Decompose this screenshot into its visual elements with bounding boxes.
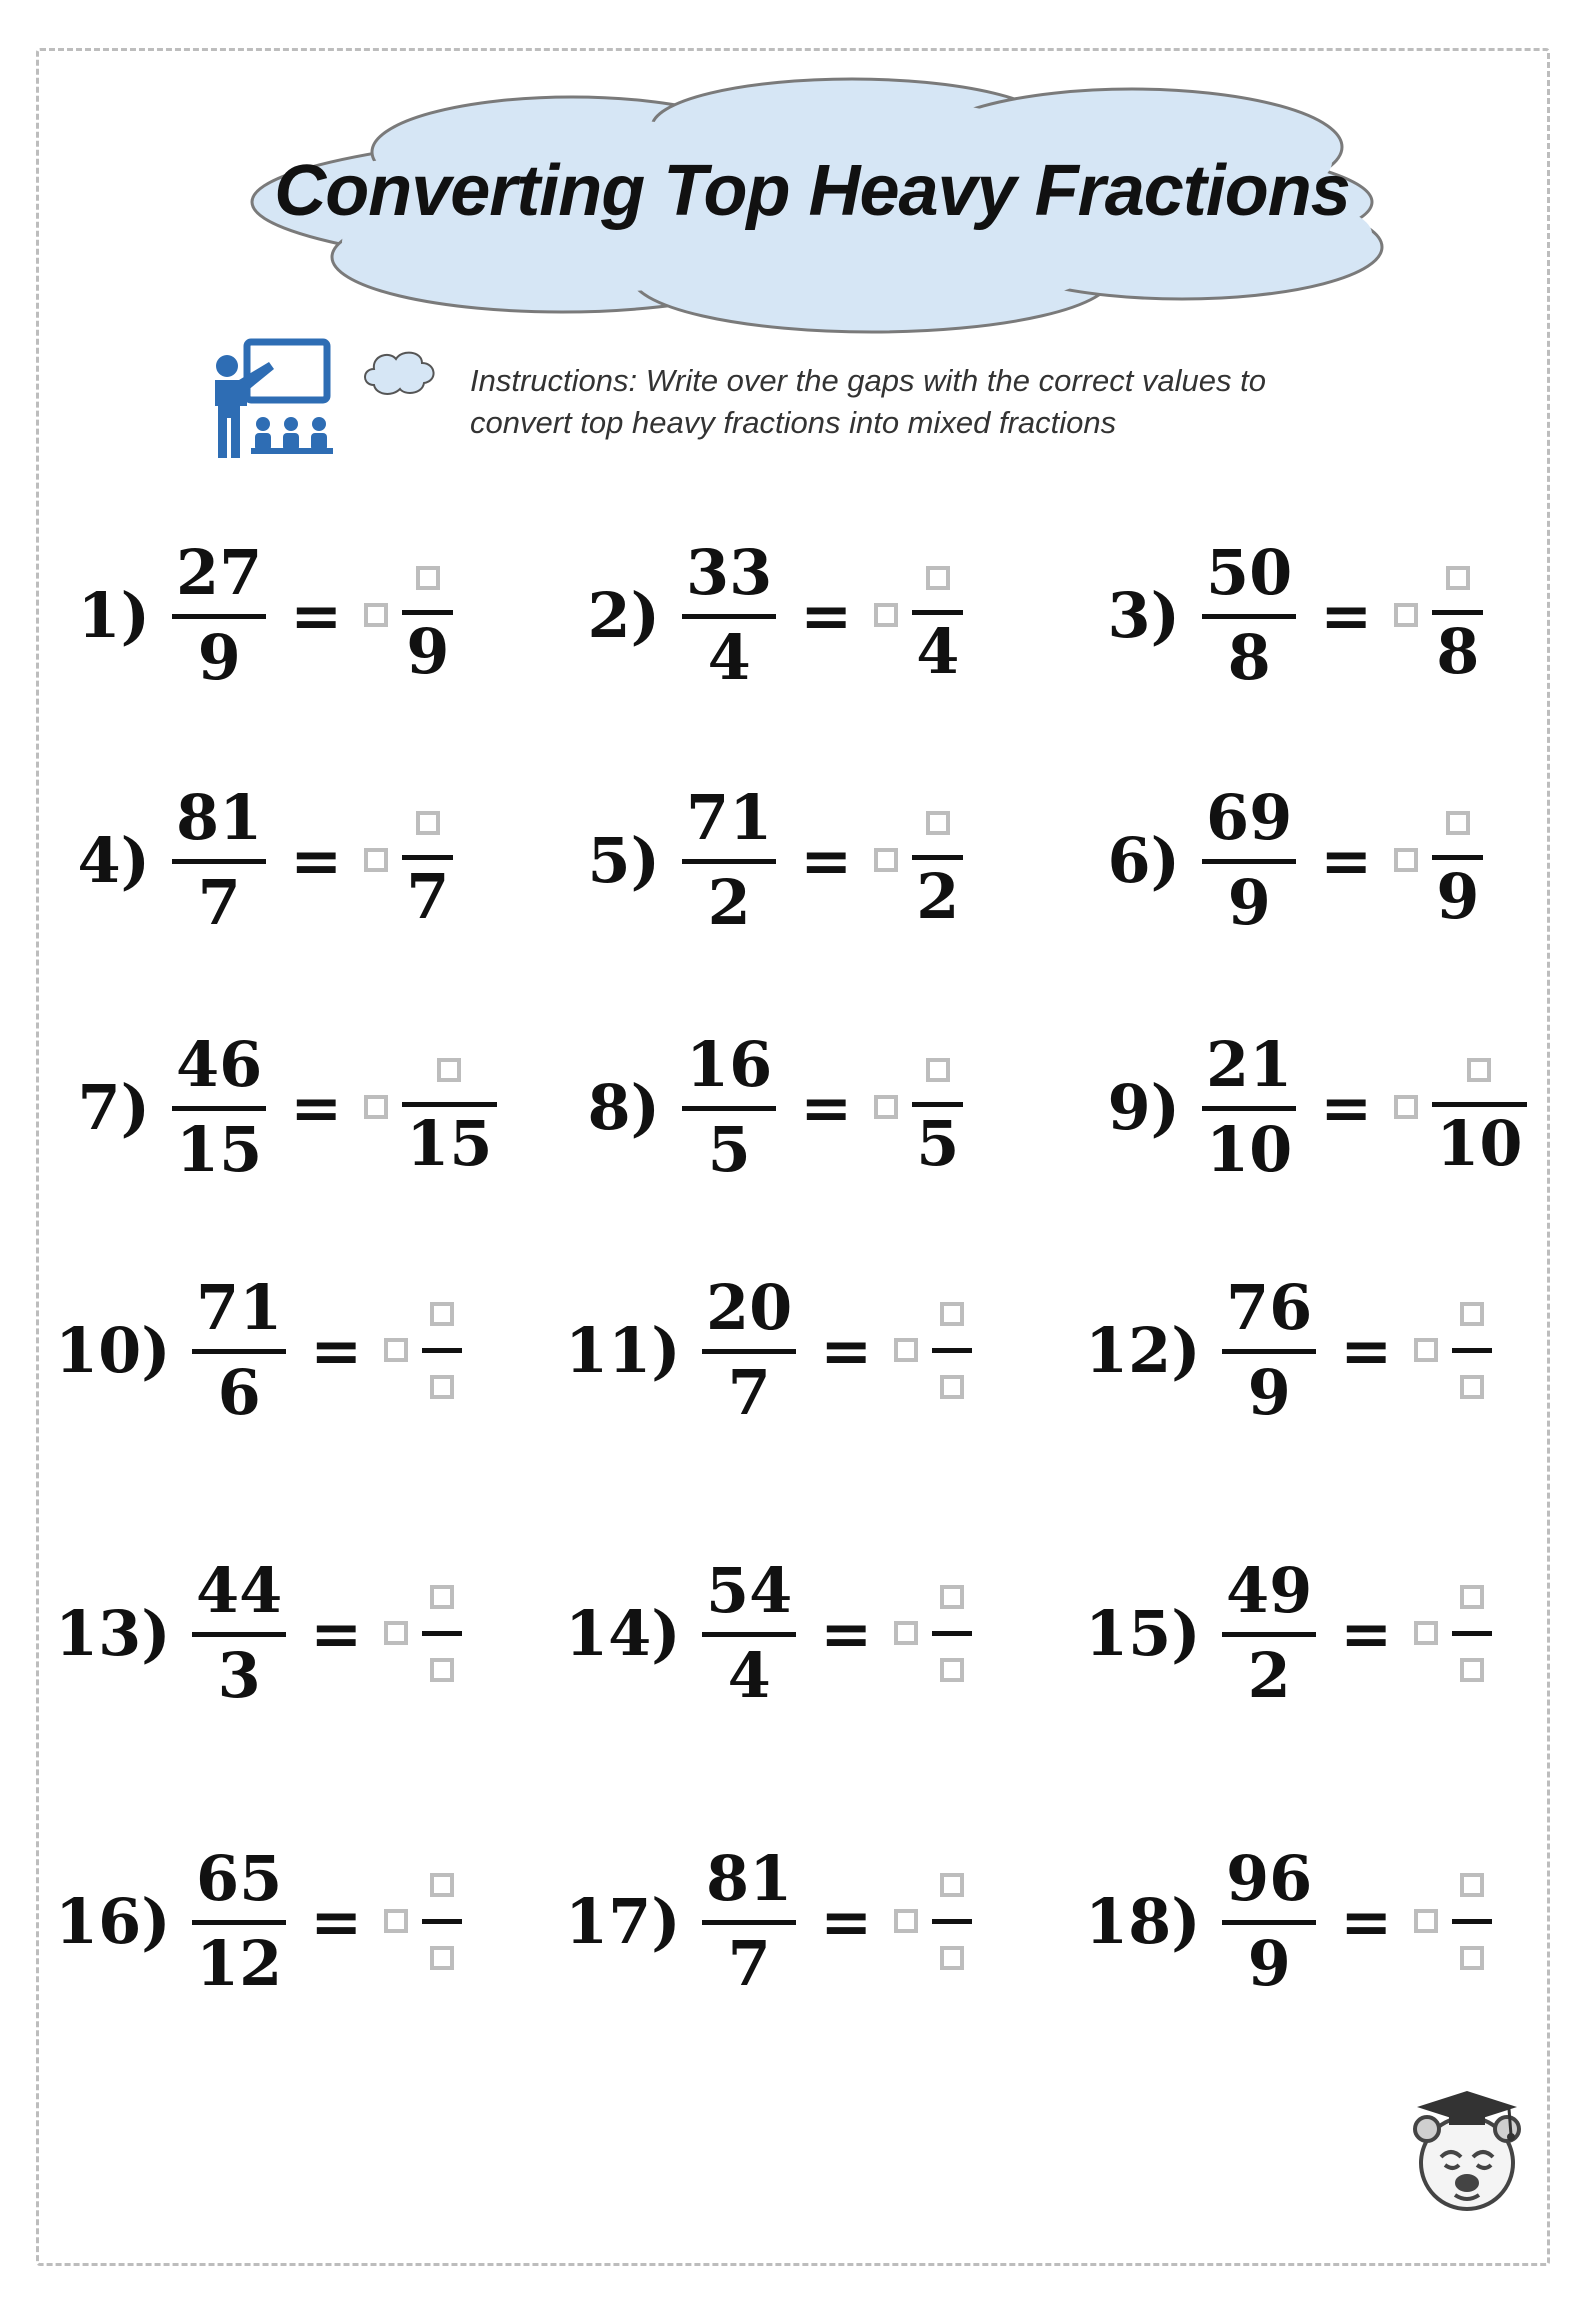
fraction-bar	[702, 1632, 796, 1637]
problem-13	[55, 1548, 462, 1718]
answer-denominator: 10	[1436, 1106, 1523, 1180]
answer-fraction	[912, 544, 963, 687]
equals-sign: =	[310, 1596, 363, 1670]
whole-number-answer-box[interactable]	[384, 1621, 408, 1645]
denominator-answer-box[interactable]	[430, 1658, 454, 1682]
fraction-numerator: 49	[1226, 1553, 1313, 1627]
fraction-bar	[1202, 614, 1296, 619]
fraction-numerator: 54	[706, 1553, 793, 1627]
equals-sign: =	[800, 578, 853, 652]
question-number: 3)	[1107, 578, 1180, 652]
fraction-bar	[1432, 1102, 1526, 1107]
fraction-bar	[912, 855, 963, 860]
numerator-answer-box[interactable]	[1446, 566, 1470, 590]
fraction-bar	[1432, 610, 1483, 615]
answer-fraction	[422, 1563, 462, 1704]
problem-2	[580, 530, 963, 700]
whole-number-answer-box[interactable]	[894, 1909, 918, 1933]
equals-sign: =	[1320, 823, 1373, 897]
improper-fraction	[702, 1841, 796, 2000]
fraction-bar	[682, 859, 776, 864]
fraction-bar	[1452, 1348, 1492, 1353]
equals-sign: =	[820, 1596, 873, 1670]
denominator-answer-box[interactable]	[430, 1375, 454, 1399]
thought-cloud-icon	[360, 345, 440, 399]
problem-11	[565, 1265, 972, 1435]
equals-sign: =	[290, 1070, 343, 1144]
equals-sign: =	[1320, 1070, 1373, 1144]
fraction-numerator: 69	[1206, 780, 1293, 854]
fraction-denominator: 12	[196, 1926, 283, 2000]
answer-denominator: 15	[406, 1106, 493, 1180]
fraction-numerator: 16	[686, 1027, 773, 1101]
numerator-answer-box[interactable]	[940, 1873, 964, 1897]
problem-3	[1100, 530, 1483, 700]
question-number: 8)	[587, 1070, 660, 1144]
numerator-answer-box[interactable]	[416, 811, 440, 835]
fraction-numerator: 96	[1226, 1841, 1313, 1915]
question-number: 9)	[1107, 1070, 1180, 1144]
fraction-denominator: 7	[197, 865, 241, 939]
equals-sign: =	[1320, 578, 1373, 652]
answer-fraction	[932, 1280, 972, 1421]
fraction-numerator: 76	[1226, 1270, 1313, 1344]
answer-fraction	[402, 789, 453, 932]
fraction-bar	[912, 1102, 963, 1107]
question-number: 5)	[587, 823, 660, 897]
whole-number-answer-box[interactable]	[894, 1338, 918, 1362]
fraction-bar	[402, 1102, 496, 1107]
answer-denominator: 9	[1436, 859, 1480, 933]
question-number: 14)	[565, 1596, 681, 1670]
improper-fraction	[172, 780, 266, 939]
denominator-answer-box[interactable]	[940, 1658, 964, 1682]
fraction-bar	[172, 859, 266, 864]
fraction-denominator: 3	[217, 1638, 261, 1712]
improper-fraction	[1202, 780, 1296, 939]
problem-10	[55, 1265, 462, 1435]
fraction-denominator: 6	[217, 1355, 261, 1429]
whole-number-answer-box[interactable]	[1394, 603, 1418, 627]
fraction-denominator: 4	[727, 1638, 771, 1712]
fraction-numerator: 71	[196, 1270, 283, 1344]
equals-sign: =	[820, 1884, 873, 1958]
fraction-numerator: 50	[1206, 535, 1293, 609]
answer-fraction	[912, 1036, 963, 1179]
question-number: 10)	[55, 1313, 171, 1387]
fraction-numerator: 27	[176, 535, 263, 609]
fraction-bar	[682, 1106, 776, 1111]
answer-denominator: 9	[406, 614, 450, 688]
fraction-numerator: 33	[686, 535, 773, 609]
answer-fraction	[1452, 1851, 1492, 1992]
question-number: 4)	[77, 823, 150, 897]
fraction-numerator: 71	[686, 780, 773, 854]
fraction-bar	[702, 1349, 796, 1354]
fraction-numerator: 46	[176, 1027, 263, 1101]
fraction-bar	[1452, 1919, 1492, 1924]
numerator-answer-box[interactable]	[430, 1585, 454, 1609]
fraction-denominator: 2	[1247, 1638, 1291, 1712]
answer-fraction	[402, 1036, 496, 1179]
instructions-text: Instructions: Write over the gaps with the correct values to convert top heavy fractions into mixed fractions	[470, 363, 1267, 440]
question-number: 2)	[587, 578, 660, 652]
numerator-answer-box[interactable]	[926, 1058, 950, 1082]
whole-number-answer-box[interactable]	[364, 603, 388, 627]
whole-number-answer-box[interactable]	[384, 1909, 408, 1933]
fraction-bar	[172, 1106, 266, 1111]
question-number: 1)	[77, 578, 150, 652]
whole-number-answer-box[interactable]	[364, 848, 388, 872]
question-number: 11)	[565, 1313, 681, 1387]
fraction-bar	[402, 610, 453, 615]
question-number: 12)	[1085, 1313, 1201, 1387]
fraction-bar	[192, 1632, 286, 1637]
improper-fraction	[702, 1553, 796, 1712]
problem-15	[1085, 1548, 1492, 1718]
improper-fraction	[172, 535, 266, 694]
improper-fraction	[192, 1553, 286, 1712]
fraction-numerator: 21	[1206, 1027, 1293, 1101]
fraction-bar	[1202, 859, 1296, 864]
fraction-numerator: 81	[176, 780, 263, 854]
improper-fraction	[192, 1841, 286, 2000]
equals-sign: =	[800, 823, 853, 897]
answer-fraction	[1432, 544, 1483, 687]
improper-fraction	[682, 535, 776, 694]
fraction-bar	[192, 1349, 286, 1354]
problem-4	[70, 775, 453, 945]
denominator-answer-box[interactable]	[1460, 1375, 1484, 1399]
fraction-denominator: 4	[707, 620, 751, 694]
fraction-numerator: 81	[706, 1841, 793, 1915]
problem-18	[1085, 1836, 1492, 2006]
fraction-bar	[912, 610, 963, 615]
denominator-answer-box[interactable]	[430, 1946, 454, 1970]
numerator-answer-box[interactable]	[940, 1302, 964, 1326]
question-number: 17)	[565, 1884, 681, 1958]
improper-fraction	[1222, 1553, 1316, 1712]
question-number: 7)	[77, 1070, 150, 1144]
fraction-bar	[1222, 1349, 1316, 1354]
whole-number-answer-box[interactable]	[1414, 1621, 1438, 1645]
fraction-denominator: 9	[1247, 1926, 1291, 2000]
fraction-numerator: 44	[196, 1553, 283, 1627]
fraction-bar	[1432, 855, 1483, 860]
fraction-bar	[1222, 1632, 1316, 1637]
fraction-bar	[682, 614, 776, 619]
improper-fraction	[1222, 1841, 1316, 2000]
whole-number-answer-box[interactable]	[384, 1338, 408, 1362]
numerator-answer-box[interactable]	[416, 566, 440, 590]
teacher-presenting-icon	[205, 338, 335, 458]
numerator-answer-box[interactable]	[1460, 1873, 1484, 1897]
fraction-bar	[192, 1920, 286, 1925]
problem-14	[565, 1548, 972, 1718]
numerator-answer-box[interactable]	[1467, 1058, 1491, 1082]
numerator-answer-box[interactable]	[1446, 811, 1470, 835]
whole-number-answer-box[interactable]	[874, 603, 898, 627]
numerator-answer-box[interactable]	[430, 1302, 454, 1326]
whole-number-answer-box[interactable]	[1414, 1909, 1438, 1933]
question-number: 18)	[1085, 1884, 1201, 1958]
fraction-bar	[702, 1920, 796, 1925]
problem-9	[1100, 1022, 1527, 1192]
equals-sign: =	[310, 1884, 363, 1958]
denominator-answer-box[interactable]	[940, 1946, 964, 1970]
whole-number-answer-box[interactable]	[1394, 1095, 1418, 1119]
answer-fraction	[912, 789, 963, 932]
answer-fraction	[1432, 1036, 1526, 1179]
numerator-answer-box[interactable]	[940, 1585, 964, 1609]
fraction-denominator: 2	[707, 865, 751, 939]
equals-sign: =	[800, 1070, 853, 1144]
answer-fraction	[422, 1280, 462, 1421]
improper-fraction	[682, 780, 776, 939]
fraction-denominator: 9	[197, 620, 241, 694]
answer-fraction	[932, 1851, 972, 1992]
fraction-bar	[1222, 1920, 1316, 1925]
improper-fraction	[192, 1270, 286, 1429]
whole-number-answer-box[interactable]	[364, 1095, 388, 1119]
answer-fraction	[402, 544, 453, 687]
equals-sign: =	[1340, 1313, 1393, 1387]
problem-12	[1085, 1265, 1492, 1435]
fraction-bar	[422, 1919, 462, 1924]
panda-graduate-logo-icon	[1405, 2085, 1530, 2215]
fraction-bar	[1202, 1106, 1296, 1111]
whole-number-answer-box[interactable]	[1394, 848, 1418, 872]
fraction-bar	[1452, 1631, 1492, 1636]
question-number: 6)	[1107, 823, 1180, 897]
improper-fraction	[682, 1027, 776, 1186]
problem-7	[70, 1022, 497, 1192]
fraction-bar	[402, 855, 453, 860]
fraction-denominator: 7	[727, 1926, 771, 2000]
answer-fraction	[1432, 789, 1483, 932]
problem-17	[565, 1836, 972, 2006]
equals-sign: =	[290, 578, 343, 652]
answer-denominator: 2	[916, 859, 960, 933]
problem-16	[55, 1836, 462, 2006]
equals-sign: =	[1340, 1596, 1393, 1670]
fraction-bar	[932, 1631, 972, 1636]
numerator-answer-box[interactable]	[926, 566, 950, 590]
fraction-bar	[932, 1919, 972, 1924]
fraction-denominator: 10	[1206, 1112, 1293, 1186]
answer-fraction	[422, 1851, 462, 1992]
whole-number-answer-box[interactable]	[874, 848, 898, 872]
equals-sign: =	[820, 1313, 873, 1387]
question-number: 15)	[1085, 1596, 1201, 1670]
answer-denominator: 8	[1436, 614, 1480, 688]
equals-sign: =	[290, 823, 343, 897]
fraction-bar	[932, 1348, 972, 1353]
improper-fraction	[1202, 535, 1296, 694]
question-number: 16)	[55, 1884, 171, 1958]
equals-sign: =	[310, 1313, 363, 1387]
improper-fraction	[702, 1270, 796, 1429]
answer-denominator: 4	[916, 614, 960, 688]
problem-1	[70, 530, 453, 700]
numerator-answer-box[interactable]	[430, 1873, 454, 1897]
numerator-answer-box[interactable]	[1460, 1585, 1484, 1609]
problem-6	[1100, 775, 1483, 945]
answer-fraction	[1452, 1280, 1492, 1421]
question-number: 13)	[55, 1596, 171, 1670]
fraction-denominator: 9	[1227, 865, 1271, 939]
fraction-bar	[422, 1631, 462, 1636]
fraction-numerator: 20	[706, 1270, 793, 1344]
improper-fraction	[172, 1027, 266, 1186]
numerator-answer-box[interactable]	[437, 1058, 461, 1082]
fraction-denominator: 7	[727, 1355, 771, 1429]
fraction-numerator: 65	[196, 1841, 283, 1915]
answer-fraction	[1452, 1563, 1492, 1704]
equals-sign: =	[1340, 1884, 1393, 1958]
whole-number-answer-box[interactable]	[1414, 1338, 1438, 1362]
fraction-denominator: 15	[176, 1112, 263, 1186]
fraction-denominator: 5	[707, 1112, 751, 1186]
denominator-answer-box[interactable]	[940, 1375, 964, 1399]
fraction-denominator: 8	[1227, 620, 1271, 694]
denominator-answer-box[interactable]	[1460, 1658, 1484, 1682]
problem-5	[580, 775, 963, 945]
improper-fraction	[1222, 1270, 1316, 1429]
answer-denominator: 7	[406, 859, 450, 933]
answer-fraction	[932, 1563, 972, 1704]
fraction-denominator: 9	[1247, 1355, 1291, 1429]
numerator-answer-box[interactable]	[1460, 1302, 1484, 1326]
improper-fraction	[1202, 1027, 1296, 1186]
whole-number-answer-box[interactable]	[874, 1095, 898, 1119]
whole-number-answer-box[interactable]	[894, 1621, 918, 1645]
denominator-answer-box[interactable]	[1460, 1946, 1484, 1970]
page-title: Converting Top Heavy Fractions	[274, 151, 1350, 231]
numerator-answer-box[interactable]	[926, 811, 950, 835]
problem-8	[580, 1022, 963, 1192]
answer-denominator: 5	[916, 1106, 960, 1180]
fraction-bar	[422, 1348, 462, 1353]
fraction-bar	[172, 614, 266, 619]
